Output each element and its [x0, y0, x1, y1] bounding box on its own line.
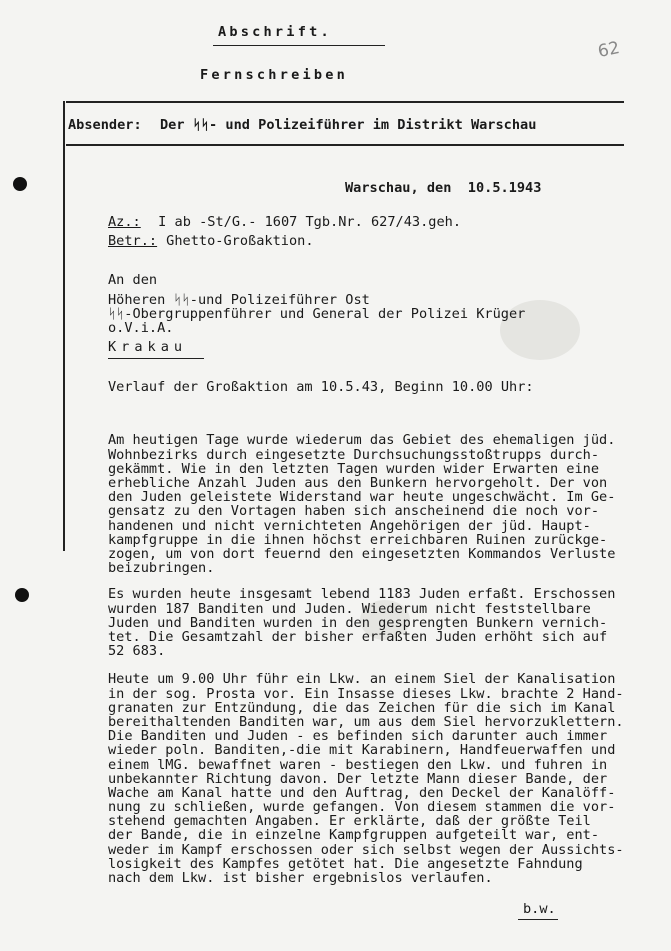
- text-line: handenen und nicht vernichteten Angehörigen der jüd. Haupt-: [108, 517, 591, 534]
- text-line: Am heutigen Tage wurde wiederum das Gebiet des ehemaligen jüd.: [108, 432, 616, 449]
- document-type: Fernschreiben: [200, 67, 348, 83]
- text-line: den Juden geleistete Widerstand war heute ungeschwächt. Im Ge-: [108, 489, 616, 506]
- report-heading: Verlauf der Großaktion am 10.5.43, Beginn 10.00 Uhr:: [108, 379, 534, 395]
- paragraph-3: [108, 644, 624, 914]
- text-line: 52 683.: [108, 643, 166, 660]
- text-line: losigkeit des Kampfes getötet hat. Die angesetzte Fahndung: [108, 855, 583, 872]
- header-rule-top: [66, 101, 624, 103]
- punch-hole: [13, 177, 27, 191]
- text-line: Heute um 9.00 Uhr führ ein Lkw. an einem Siel der Kanalisation: [108, 671, 616, 688]
- underline: [213, 45, 385, 46]
- text-line: wurden 187 Banditen und Juden. Wiederum nicht feststellbare: [108, 600, 591, 617]
- text-line: tet. Die Gesamtzahl der bisher erfaßten Juden erhöht sich auf: [108, 628, 608, 645]
- betr-label: Betr.:: [108, 233, 158, 249]
- text-line: Wohnbezirks durch eingesetzte Durchsuchungsstoßtrupps durch-: [108, 446, 600, 463]
- text-line: Es wurden heute insgesamt lebend 1183 Juden erfaßt. Erschossen: [108, 586, 616, 603]
- text-line: wieder poln. Banditen,-die mit Karabinern, Handfeuerwaffen und: [108, 742, 616, 759]
- text-line: Juden und Banditen wurden in den gesprengten Bunkern vernich-: [108, 614, 608, 631]
- margin-rule: [63, 101, 65, 551]
- header-rule-bottom: [66, 144, 624, 146]
- sender-label: Absender:: [68, 117, 142, 133]
- recipient-city: Krakau: [108, 339, 188, 355]
- text-line: zogen, um von dort feuernd den eingesetzten Kommandos Verluste: [108, 545, 616, 562]
- recipient-line: Höheren ᛋᛋ-und Polizeiführer Ost: [108, 292, 370, 308]
- copy-label: Abschrift.: [218, 24, 332, 40]
- text-line: nung zu schließen, wurde gefangen. Von diesem stammen die vor-: [108, 799, 616, 816]
- continued-underline: [518, 919, 558, 920]
- text-line: granaten zur Entzündung, die das Zeichen für die sich im Kanal: [108, 699, 616, 716]
- text-line: der Bande, die in einzelne Kampfgruppen aufgeteilt war, ent-: [108, 827, 600, 844]
- text-line: stehend gemachten Angaben. Er erklärte, daß der größte Teil: [108, 813, 591, 830]
- text-line: in der sog. Prosta vor. Ein Insasse dieses Lkw. brachte 2 Hand-: [108, 685, 624, 702]
- recipient-line: o.V.i.A.: [108, 320, 174, 336]
- text-line: Wache am Kanal hatte und den Auftrag, den Deckel der Kanalöff-: [108, 784, 616, 801]
- city-underline: [108, 358, 204, 359]
- betr-text: Ghetto-Großaktion.: [158, 233, 314, 249]
- text-line: einem lMG. bewaffnet waren - bestiegen den Lkw. und fuhren in: [108, 756, 608, 773]
- place-date: Warschau, den 10.5.1943: [345, 180, 542, 196]
- recipient-line: An den: [108, 272, 158, 288]
- page-number-pencil: 62: [596, 37, 622, 63]
- recipient-line: ᛋᛋ-Obergruppenführer und General der Polizei Krüger: [108, 306, 526, 322]
- az-label: Az.:: [108, 214, 141, 230]
- punch-hole: [15, 588, 29, 602]
- text-line: gekämmt. Wie in den letzten Tagen wurden wider Erwarten eine: [108, 460, 600, 477]
- text-line: bereithaltenden Banditen war, um aus dem Siel hervorzuklettern.: [108, 713, 624, 730]
- text-line: kampfgruppe in die ihnen höchst erreichbaren Ruinen zurückge-: [108, 531, 608, 548]
- text-line: beizubringen.: [108, 560, 215, 577]
- sender-text: Der ᛋᛋ- und Polizeiführer im Distrikt Warschau: [160, 117, 537, 133]
- text-line: weder im Kampf erschossen oder sich selbst wegen der Aussichts-: [108, 841, 624, 858]
- text-line: unbekannter Richtung davon. Der letzte Mann dieser Bande, der: [108, 770, 608, 787]
- az-text: I ab -St/G.- 1607 Tgb.Nr. 627/43.geh.: [150, 214, 461, 230]
- text-line: erhebliche Anzahl Juden aus den Bunkern hervorgeholt. Der von: [108, 474, 608, 491]
- text-line: nach dem Lkw. ist bisher ergebnislos verlaufen.: [108, 870, 493, 887]
- continued-mark: b.w.: [523, 901, 556, 917]
- text-line: gensatz zu den Vortagen haben sich anscheinend die noch vor-: [108, 503, 600, 520]
- text-line: Die Banditen und Juden - es befinden sich darunter auch immer: [108, 728, 608, 745]
